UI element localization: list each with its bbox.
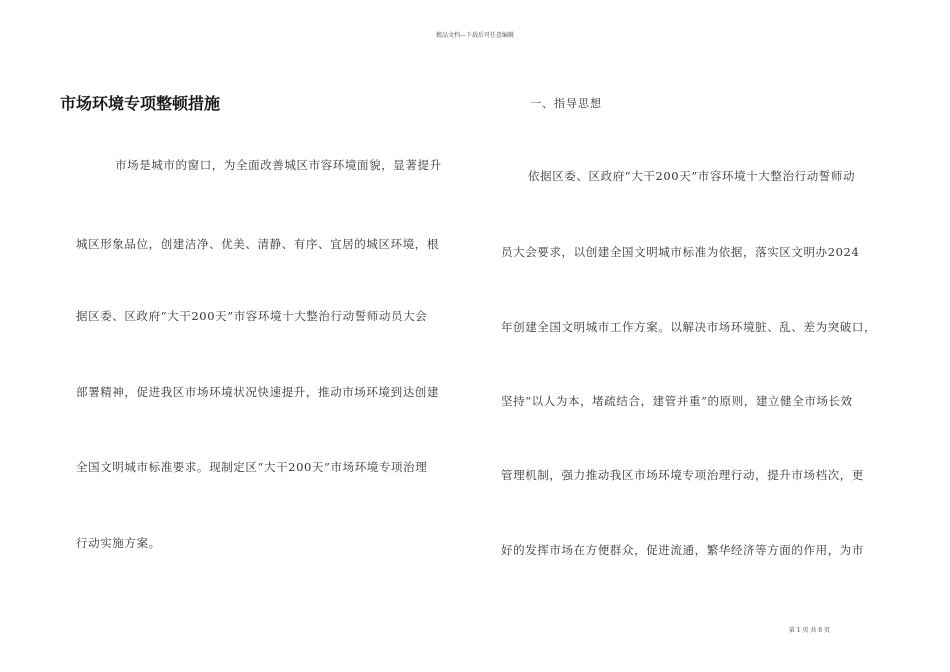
header-note: 精品文档---下载后可任意编辑	[435, 32, 515, 39]
left-paragraph-line: 市场是城市的窗口，为全面改善城区市容环境面貌，显著提升	[115, 158, 442, 172]
right-paragraph-line: 年创建全国文明城市工作方案。以解决市场环境脏、乱、差为突破口，	[501, 320, 877, 334]
page-number: 第 1 页 共 8 页	[788, 627, 830, 634]
left-paragraph-line: 城区形象品位，创建洁净、优美、清静、有序、宜居的城区环境，根	[76, 237, 439, 251]
right-paragraph-line: 员大会要求，以创建全国文明城市标准为依据，落实区文明办2024	[501, 245, 860, 259]
document-title: 市场环境专项整顿措施	[60, 94, 221, 113]
left-paragraph-line: 全国文明城市标准要求。现制定区“大干200天”市场环境专项治理	[76, 460, 428, 474]
right-paragraph-line: 好的发挥市场在方便群众，促进流通，繁华经济等方面的作用，为市	[501, 543, 864, 557]
section-heading: 一、指导思想	[530, 97, 602, 110]
right-paragraph-line: 管理机制，强力推动我区市场环境专项治理行动，提升市场档次，更	[501, 468, 864, 482]
left-paragraph-line: 部署精神，促进我区市场环境状况快速提升，推动市场环境到达创建	[76, 385, 439, 399]
left-paragraph-line: 行动实施方案。	[76, 536, 161, 550]
left-paragraph-line: 据区委、区政府“大干200天”市容环境十大整治行动誓师动员大会	[76, 309, 428, 323]
right-paragraph-line: 坚持“以人为本，堵疏结合，建管并重”的原则，建立健全市场长效	[501, 394, 853, 408]
right-paragraph-line: 依据区委、区政府“大干200天”市容环境十大整治行动誓师动	[528, 169, 856, 183]
